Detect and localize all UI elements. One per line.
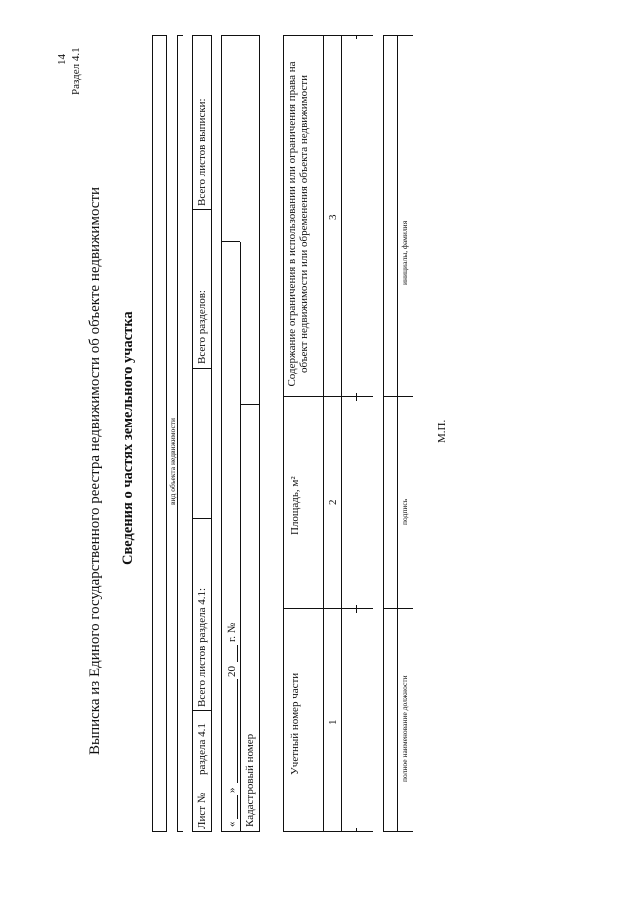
column-header-restriction: Содержание ограничения в использовании или ограничения права на объект недвижимости или обременения объекта недвижимости [286,61,310,387]
year-suffix: г. № [226,622,238,642]
date-quote-close: » [226,787,238,793]
sheet-no-label: Лист № [196,792,208,829]
document-title: Выписка из Единого государственного реестра недвижимости об объекте недвижимости [87,186,103,755]
section-sheet-label: раздела 4.1 [196,723,208,775]
year-prefix: 20 [226,666,238,677]
section-label: Раздел 4.1 [70,47,82,95]
column-number-1: 1 [327,719,339,725]
object-type-caption: вид объекта недвижимости [168,417,177,505]
name-caption: инициалы, фамилия [400,220,409,285]
column-header-area: Площадь, м² [289,476,301,535]
total-sections-label: Всего разделов: [196,290,208,364]
column-header-part-number: Учетный номер части [289,672,301,775]
total-sheets-extract-label: Всего листов выписки: [196,98,208,206]
total-sheets-section-label: Всего листов раздела 4.1: [196,587,208,707]
date-quote-open: « [226,821,238,827]
column-number-3: 3 [327,214,339,220]
position-caption: полное наименование должности [400,675,409,782]
cadastral-number-label: Кадастровый номер [244,733,256,827]
page-number: 14 [56,54,68,65]
stamp-mark: М.П. [436,419,448,443]
column-number-2: 2 [327,499,339,505]
document-subtitle: Сведения о частях земельного участка [120,311,136,565]
signature-caption: подпись [400,498,409,525]
